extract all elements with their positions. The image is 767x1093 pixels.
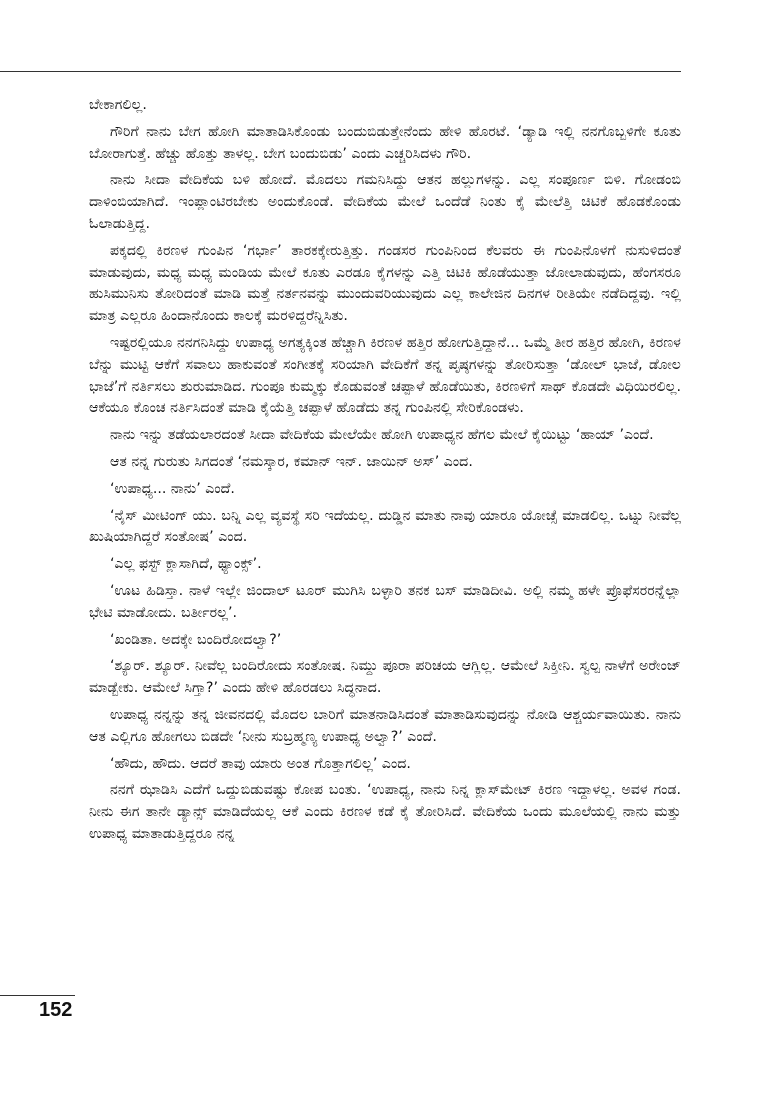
paragraph: ಆತ ನನ್ನ ಗುರುತು ಸಿಗದಂತೆ ‘ನಮಸ್ಕಾರ, ಕಮಾನ್ ಇನ್. ಜಾಯಿನ್ ಅಸ್’ ಎಂದ. [110, 453, 473, 470]
paragraph: ಇಷ್ಟರಲ್ಲಿಯೂ ನನಗನಿಸಿದ್ದು ಉಪಾಧ್ಯ ಅಗತ್ಯಕ್ಕಿಂತ ಹೆಚ್ಚಾಗಿ ಕಿರಣಳ ಹತ್ತಿರ ಹೋಗುತ್ತಿದ್ದಾನೆ... ಒಮ್ಮೆ ತೀರ ಹತ್ತಿರ ಹೋಗಿ, ಕಿರಣಳ ಬೆನ್ನು ಮುಟ್ಟಿ ಆಕೆಗೆ ಸವಾಲು ಹಾಕುವಂತೆ ಸಂಗೀತಕ್ಕೆ ಸರಿಯಾಗಿ ವೇದಿಕೆಗೆ ತನ್ನ ಪೃಷ್ಠಗಳನ್ನು ತೋರಿಸುತ್ತಾ ‘ಡೋಲ್ ಭಾಜೆ, ಡೋಲ ಭಾಜೆ’ಗೆ ನರ್ತಿಸಲು ಶುರುಮಾಡಿದ. ಗುಂಪೂ ಕುಮ್ಮಕ್ಕು ಕೊಡುವಂತೆ ಚಪ್ಪಾಳೆ ಹೊಡೆಯಿತು, ಕಿರಣಳಿಗೆ ಸಾಥ್ ಕೊಡದೇ ವಿಧಿಯಿರಲಿಲ್ಲ. ಆಕೆಯೂ ಕೊಂಚ ನರ್ತಿಸಿದಂತೆ ಮಾಡಿ ಕೈಯೆತ್ತಿ ಚಪ್ಪಾಳೆ ಹೊಡೆದು ತನ್ನ ಗುಂಪಿನಲ್ಲಿ ಸೇರಿಕೊಂಡಳು. [89, 334, 681, 417]
paragraph: ‘ಖಂಡಿತಾ. ಅದಕ್ಕೇ ಬಂದಿರೋದಲ್ವಾ?’ [110, 631, 282, 648]
paragraph: ಬೇಕಾಗಲಿಲ್ಲ. [89, 97, 147, 113]
paragraph: ‘ಹೌದು, ಹೌದು. ಆದರೆ ತಾವು ಯಾರು ಅಂತ ಗೊತ್ತಾಗಲಿಲ್ಲ’ ಎಂದ. [110, 755, 411, 772]
paragraph: ‘ಊಟ ಹಿಡಿಸ್ತಾ. ನಾಳೆ ಇಲ್ಲೇ ಜಿಂದಾಲ್ ಟೂರ್ ಮುಗಿಸಿ ಬಳ್ಳಾರಿ ತನಕ ಬಸ್ ಮಾಡಿದೀವಿ. ಅಲ್ಲಿ ನಮ್ಮ ಹಳೇ ಪ್ರೊಫೆಸರರನ್ನೆಲ್ಲಾ ಭೇಟಿ ಮಾಡೋದು. ಬರ್ತೀರಲ್ಲ’. [89, 582, 681, 621]
paragraph: ನನಗೆ ಝಾಡಿಸಿ ಎದೆಗೆ ಒದ್ದುಬಿಡುವಷ್ಟು ಕೋಪ ಬಂತು. ‘ಉಪಾಧ್ಯ, ನಾನು ನಿನ್ನ ಕ್ಲಾಸ್‌ಮೇಟ್ ಕಿರಣ ಇದ್ದಾಳಲ್ಲ. ಅವಳ ಗಂಡ. ನೀನು ಈಗ ತಾನೇ ಡ್ಯಾನ್ಸ್ ಮಾಡಿದೆಯಲ್ಲ ಆಕೆ ಎಂದು ಕಿರಣಳ ಕಡೆ ಕೈ ತೋರಿಸಿದೆ. ವೇದಿಕೆಯ ಒಂದು ಮೂಲೆಯಲ್ಲಿ ನಾನು ಮತ್ತು ಉಪಾಧ್ಯ ಮಾತಾಡುತ್ತಿದ್ದರೂ ನನ್ನ [89, 782, 681, 842]
paragraph: ನಾನು ಸೀದಾ ವೇದಿಕೆಯ ಬಳಿ ಹೋದೆ. ಮೊದಲು ಗಮನಿಸಿದ್ದು ಆತನ ಹಲ್ಲುಗಳನ್ನು. ಎಲ್ಲ ಸಂಪೂರ್ಣ ಬಿಳಿ. ಗೋಡಂಬಿ ದಾಳಿಂಬಿಯಾಗಿದೆ. ಇಂಪ್ಲಾಂಟಿರಬೇಕು ಅಂದುಕೊಂಡೆ. ವೇದಿಕೆಯ ಮೇಲೆ ಒಂದೆಡೆ ನಿಂತು ಕೈ ಮೇಲೆತ್ತಿ ಚಿಟಿಕೆ ಹೊಡಕೊಂಡು ಓಲಾಡುತ್ತಿದ್ದ. [89, 172, 681, 232]
paragraph: ‘ಉಪಾಧ್ಯ... ನಾನು’ ಎಂದೆ. [110, 480, 235, 497]
paragraph: ‘ಎಲ್ಲ ಫಸ್ಟ್ ಕ್ಲಾಸಾಗಿದೆ, ಥ್ಯಾಂಕ್ಸ್’. [110, 556, 262, 573]
paragraph: ಉಪಾಧ್ಯ ನನ್ನನ್ನು ತನ್ನ ಜೀವನದಲ್ಲಿ ಮೊದಲ ಬಾರಿಗೆ ಮಾತನಾಡಿಸಿದಂತೆ ಮಾತಾಡಿಸುವುದನ್ನು ನೋಡಿ ಆಶ್ಚರ್ಯವಾಯಿತು. ನಾನು ಆತ ಎಲ್ಲಿಗೂ ಹೋಗಲು ಬಿಡದೇ ‘ನೀನು ಸುಬ್ರಹ್ಮಣ್ಯ ಉಪಾಧ್ಯ ಅಲ್ವಾ?’ ಎಂದೆ. [89, 706, 681, 745]
paragraph: ಪಕ್ಕದಲ್ಲಿ ಕಿರಣಳ ಗುಂಪಿನ ‘ಗರ್ಭಾ’ ತಾರಕಕ್ಕೇರುತ್ತಿತ್ತು. ಗಂಡಸರ ಗುಂಪಿನಿಂದ ಕೆಲವರು ಈ ಗುಂಪಿನೊಳಗೆ ನುಸುಳಿದಂತೆ ಮಾಡುವುದು, ಮಧ್ಯ ಮಧ್ಯ ಮಂಡಿಯ ಮೇಲೆ ಕೂತು ಎರಡೂ ಕೈಗಳನ್ನು ಎತ್ತಿ ಚಿಟಿಕಿ ಹೊಡೆಯುತ್ತಾ ಜೋಲಾಡುವುದು, ಹೆಂಗಸರೂ ಹುಸಿಮುನಿಸು ತೋರಿದಂತೆ ಮಾಡಿ ಮತ್ತೆ ನರ್ತನವನ್ನು ಮುಂದುವರಿಯುವುದು ಎಲ್ಲ ಕಾಲೇಜಿನ ದಿನಗಳ ರೀತಿಯೇ ನಡೆದಿದ್ದವು. ಇಲ್ಲಿ ಮಾತ್ರ ಎಲ್ಲರೂ ಹಿಂದಾನೊಂದು ಕಾಲಕ್ಕೆ ಮರಳಿದ್ದರೆನ್ನಿಸಿತು. [89, 242, 681, 325]
header-rule [0, 71, 681, 72]
paragraph: ‘ನೈಸ್ ಮೀಟಿಂಗ್ ಯು. ಬನ್ನಿ ಎಲ್ಲ ವ್ಯವಸ್ಥೆ ಸರಿ ಇದೆಯಲ್ಲ. ದುಡ್ಡಿನ ಮಾತು ನಾವು ಯಾರೂ ಯೋಚ್ಸೆ ಮಾಡಲಿಲ್ಲ. ಒಟ್ನು ನೀವೆಲ್ಲ ಖುಷಿಯಾಗಿದ್ದರೆ ಸಂತೋಷ’ ಎಂದ. [89, 507, 681, 546]
text-body [89, 95, 681, 851]
paragraph: ನಾನು ಇನ್ನು ತಡೆಯಲಾರದಂತೆ ಸೀದಾ ವೇದಿಕೆಯ ಮೇಲೆಯೇ ಹೋಗಿ ಉಪಾಧ್ಯನ ಹೆಗಲ ಮೇಲೆ ಕೈಯಿಟ್ಟು ‘ಹಾಯ್ ’ಎಂದೆ. [110, 427, 654, 444]
page-number: 152 [39, 999, 73, 1021]
paragraph: ಗೌರಿಗೆ ನಾನು ಬೇಗ ಹೋಗಿ ಮಾತಾಡಿಸಿಕೊಂಡು ಬಂದುಬಿಡುತ್ತೇನೆಂದು ಹೇಳಿ ಹೊರಟೆ. ‘ಡ್ಯಾಡಿ ಇಲ್ಲಿ ನನಗೊಬ್ಬಳಿಗೇ ಕೂತು ಬೋರಾಗುತ್ತೆ. ಹೆಚ್ಚು ಹೊತ್ತು ತಾಳಲ್ಲ. ಬೇಗ ಬಂದುಬಿಡು’ ಎಂದು ಎಚ್ಚರಿಸಿದಳು ಗೌರಿ. [89, 123, 681, 162]
paragraph: ‘ಶ್ಯೂರ್. ಶ್ಯೂರ್. ನೀವೆಲ್ಲ ಬಂದಿರೋದು ಸಂತೋಷ. ನಿಮ್ದು ಪೂರಾ ಪರಿಚಯ ಆಗ್ಲಿಲ್ಲ. ಆಮೇಲೆ ಸಿಕ್ತೀನಿ. ಸ್ವಲ್ಪ ನಾಳೆಗೆ ಅರೇಂಜ್ ಮಾಡ್ಬೇಕು. ಆಮೇಲೆ ಸಿಗ್ತಾ?’ ಎಂದು ಹೇಳಿ ಹೊರಡಲು ಸಿದ್ಧನಾದ. [89, 658, 681, 697]
footer-rule [0, 995, 75, 996]
